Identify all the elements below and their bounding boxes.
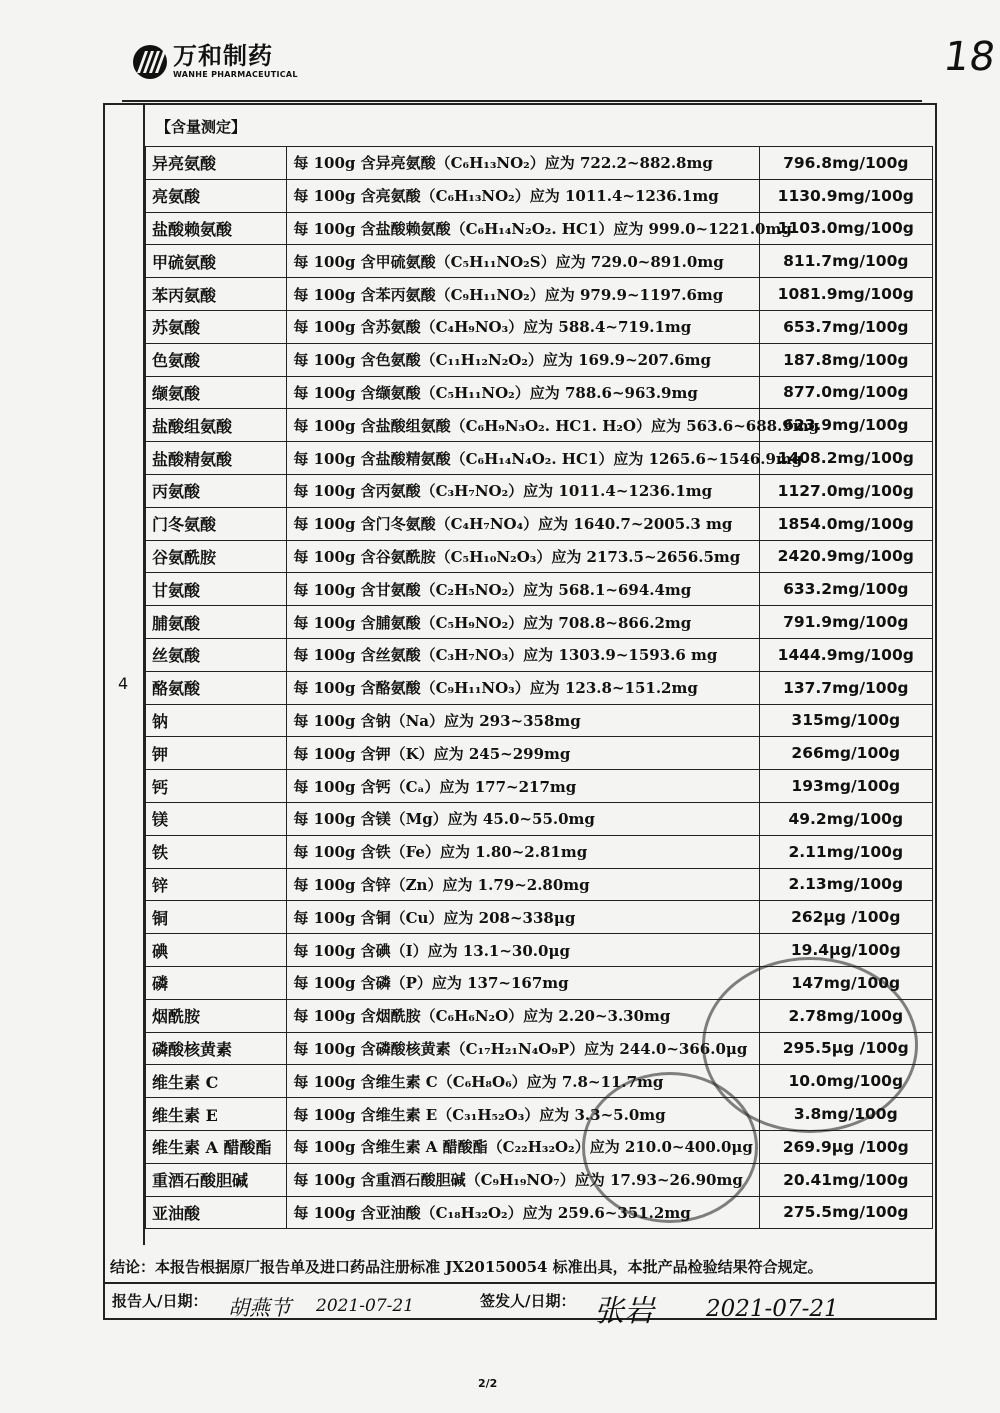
specification-cell: 每 100g 含盐酸组氨酸（C₆H₉N₃O₂. HC1. H₂O）应为 563.6~688.9mg: [287, 409, 759, 442]
item-name-cell: 碘: [146, 934, 287, 967]
item-name-cell: 钙: [146, 770, 287, 803]
item-name-cell: 盐酸组氨酸: [146, 409, 287, 442]
assay-row: [146, 376, 933, 409]
assay-row: [146, 179, 933, 212]
item-name-cell: 异亮氨酸: [146, 147, 287, 180]
conclusion-divider: [103, 1282, 937, 1284]
header-divider: [122, 100, 922, 102]
logo-name-cn: 万和制药: [173, 42, 273, 70]
item-name-cell: 亮氨酸: [146, 179, 287, 212]
result-cell: 2420.9mg/100g: [759, 540, 932, 573]
item-name-cell: 脯氨酸: [146, 606, 287, 639]
specification-cell: 每 100g 含盐酸精氨酸（C₆H₁₄N₄O₂. HC1）应为 1265.6~1546.9mg: [287, 442, 759, 475]
item-name-cell: 亚油酸: [146, 1196, 287, 1229]
specification-cell: 每 100g 含脯氨酸（C₅H₉NO₂）应为 708.8~866.2mg: [287, 606, 759, 639]
specification-cell: 每 100g 含丙氨酸（C₃H₇NO₂）应为 1011.4~1236.1mg: [287, 474, 759, 507]
result-cell: 187.8mg/100g: [759, 343, 932, 376]
item-name-cell: 镁: [146, 802, 287, 835]
assay-row: [146, 442, 933, 475]
specification-cell: 每 100g 含磷酸核黄素（C₁₇H₂₁N₄O₉P）应为 244.0~366.0μg: [287, 1032, 759, 1065]
assay-row: [146, 343, 933, 376]
result-cell: 2.13mg/100g: [759, 868, 932, 901]
item-name-cell: 谷氨酰胺: [146, 540, 287, 573]
item-name-cell: 锌: [146, 868, 287, 901]
specification-cell: 每 100g 含磷（P）应为 137~167mg: [287, 966, 759, 999]
result-cell: 275.5mg/100g: [759, 1196, 932, 1229]
result-cell: 2.78mg/100g: [759, 999, 932, 1032]
specification-cell: 每 100g 含烟酰胺（C₆H₆N₂O）应为 2.20~3.30mg: [287, 999, 759, 1032]
specification-cell: 每 100g 含铁（Fe）应为 1.80~2.81mg: [287, 835, 759, 868]
result-cell: 49.2mg/100g: [759, 802, 932, 835]
assay-row: [146, 901, 933, 934]
assay-row: [146, 147, 933, 180]
item-name-cell: 甲硫氨酸: [146, 245, 287, 278]
assay-row: [146, 868, 933, 901]
assay-row: [146, 507, 933, 540]
item-name-cell: 缬氨酸: [146, 376, 287, 409]
specification-cell: 每 100g 含缬氨酸（C₅H₁₁NO₂）应为 788.6~963.9mg: [287, 376, 759, 409]
specification-cell: 每 100g 含钾（K）应为 245~299mg: [287, 737, 759, 770]
company-logo: [133, 44, 298, 79]
specification-cell: 每 100g 含锌（Zn）应为 1.79~2.80mg: [287, 868, 759, 901]
issuer-label: 签发人/日期：: [480, 1292, 576, 1310]
specification-cell: 每 100g 含镁（Mg）应为 45.0~55.0mg: [287, 802, 759, 835]
result-cell: 633.2mg/100g: [759, 573, 932, 606]
specification-cell: 每 100g 含铜（Cu）应为 208~338μg: [287, 901, 759, 934]
result-cell: 19.4μg/100g: [759, 934, 932, 967]
item-name-cell: 磷酸核黄素: [146, 1032, 287, 1065]
assay-row: [146, 606, 933, 639]
reporter-date: 2021-07-21: [316, 1296, 415, 1316]
result-cell: 791.9mg/100g: [759, 606, 932, 639]
item-name-cell: 丝氨酸: [146, 638, 287, 671]
assay-row: [146, 1130, 933, 1163]
specification-cell: 每 100g 含甲硫氨酸（C₅H₁₁NO₂S）应为 729.0~891.0mg: [287, 245, 759, 278]
item-name-cell: 铜: [146, 901, 287, 934]
specification-cell: 每 100g 含亚油酸（C₁₈H₃₂O₂）应为 259.6~351.2mg: [287, 1196, 759, 1229]
result-cell: 262μg /100g: [759, 901, 932, 934]
logo-mark-icon: [133, 45, 167, 79]
specification-cell: 每 100g 含维生素 A 醋酸酯（C₂₂H₃₂O₂）应为 210.0~400.0μg: [287, 1130, 759, 1163]
specification-cell: 每 100g 含钠（Na）应为 293~358mg: [287, 704, 759, 737]
result-cell: 1127.0mg/100g: [759, 474, 932, 507]
specification-cell: 每 100g 含钙（Cₐ）应为 177~217mg: [287, 770, 759, 803]
assay-row: [146, 310, 933, 343]
result-cell: 623.9mg/100g: [759, 409, 932, 442]
item-name-cell: 钠: [146, 704, 287, 737]
specification-cell: 每 100g 含重酒石酸胆碱（C₉H₁₉NO₇）应为 17.93~26.90mg: [287, 1163, 759, 1196]
specification-cell: 每 100g 含苯丙氨酸（C₉H₁₁NO₂）应为 979.9~1197.6mg: [287, 278, 759, 311]
item-name-cell: 色氨酸: [146, 343, 287, 376]
assay-row: [146, 409, 933, 442]
assay-row: [146, 1196, 933, 1229]
result-cell: 269.9μg /100g: [759, 1130, 932, 1163]
assay-row: [146, 573, 933, 606]
item-name-cell: 维生素 C: [146, 1065, 287, 1098]
result-cell: 653.7mg/100g: [759, 310, 932, 343]
item-name-cell: 铁: [146, 835, 287, 868]
assay-row: [146, 671, 933, 704]
specification-cell: 每 100g 含丝氨酸（C₃H₇NO₃）应为 1303.9~1593.6 mg: [287, 638, 759, 671]
item-name-cell: 维生素 E: [146, 1098, 287, 1131]
issuer-date: 2021-07-21: [706, 1296, 839, 1322]
reporter-signature: 胡燕节: [228, 1296, 291, 1320]
result-cell: 2.11mg/100g: [759, 835, 932, 868]
assay-row: [146, 1163, 933, 1196]
item-name-cell: 盐酸赖氨酸: [146, 212, 287, 245]
item-name-cell: 甘氨酸: [146, 573, 287, 606]
specification-cell: 每 100g 含苏氨酸（C₄H₉NO₃）应为 588.4~719.1mg: [287, 310, 759, 343]
specification-cell: 每 100g 含异亮氨酸（C₆H₁₃NO₂）应为 722.2~882.8mg: [287, 147, 759, 180]
result-cell: 266mg/100g: [759, 737, 932, 770]
item-number: 4: [118, 674, 129, 693]
item-name-cell: 苏氨酸: [146, 310, 287, 343]
result-cell: 295.5μg /100g: [759, 1032, 932, 1065]
result-cell: 1444.9mg/100g: [759, 638, 932, 671]
item-name-cell: 烟酰胺: [146, 999, 287, 1032]
assay-row: [146, 245, 933, 278]
result-cell: 1081.9mg/100g: [759, 278, 932, 311]
specification-cell: 每 100g 含维生素 E（C₃₁H₅₂O₃）应为 3.3~5.0mg: [287, 1098, 759, 1131]
specification-cell: 每 100g 含碘（I）应为 13.1~30.0μg: [287, 934, 759, 967]
item-name-cell: 门冬氨酸: [146, 507, 287, 540]
specification-cell: 每 100g 含亮氨酸（C₆H₁₃NO₂）应为 1011.4~1236.1mg: [287, 179, 759, 212]
result-cell: 1103.0mg/100g: [759, 212, 932, 245]
item-name-cell: 苯丙氨酸: [146, 278, 287, 311]
assay-row: [146, 802, 933, 835]
handwritten-page-mark: 18: [940, 34, 999, 80]
company-seal: [582, 1072, 758, 1223]
result-cell: 1408.2mg/100g: [759, 442, 932, 475]
logo-name-en: WANHE PHARMACEUTICAL: [173, 70, 298, 79]
specification-cell: 每 100g 含酪氨酸（C₉H₁₁NO₃）应为 123.8~151.2mg: [287, 671, 759, 704]
assay-row: [146, 638, 933, 671]
result-cell: 147mg/100g: [759, 966, 932, 999]
result-cell: 796.8mg/100g: [759, 147, 932, 180]
specification-cell: 每 100g 含盐酸赖氨酸（C₆H₁₄N₂O₂. HC1）应为 999.0~1221.0mg: [287, 212, 759, 245]
specification-cell: 每 100g 含谷氨酰胺（C₅H₁₀N₂O₃）应为 2173.5~2656.5mg: [287, 540, 759, 573]
item-name-cell: 重酒石酸胆碱: [146, 1163, 287, 1196]
item-name-cell: 酪氨酸: [146, 671, 287, 704]
result-cell: 1854.0mg/100g: [759, 507, 932, 540]
item-name-cell: 盐酸精氨酸: [146, 442, 287, 475]
result-cell: 315mg/100g: [759, 704, 932, 737]
section-title: 【含量测定】: [156, 118, 247, 136]
result-cell: 3.8mg/100g: [759, 1098, 932, 1131]
assay-row: [146, 737, 933, 770]
issuer-signature: 张岩: [594, 1294, 654, 1329]
conclusion-text: 结论：本报告根据原厂报告单及进口药品注册标准 JX20150054 标准出具，本批产品检验结果符合规定。: [110, 1258, 823, 1276]
result-cell: 193mg/100g: [759, 770, 932, 803]
result-cell: 1130.9mg/100g: [759, 179, 932, 212]
specification-cell: 每 100g 含维生素 C（C₆H₈O₆）应为 7.8~11.7mg: [287, 1065, 759, 1098]
assay-row: [146, 770, 933, 803]
assay-row: [146, 835, 933, 868]
page-number: 2/2: [478, 1377, 498, 1390]
item-name-cell: 丙氨酸: [146, 474, 287, 507]
assay-row: [146, 474, 933, 507]
specification-cell: 每 100g 含色氨酸（C₁₁H₁₂N₂O₂）应为 169.9~207.6mg: [287, 343, 759, 376]
item-name-cell: 钾: [146, 737, 287, 770]
result-cell: 10.0mg/100g: [759, 1065, 932, 1098]
result-cell: 20.41mg/100g: [759, 1163, 932, 1196]
assay-row: [146, 278, 933, 311]
item-name-cell: 维生素 A 醋酸酯: [146, 1130, 287, 1163]
reporter-label: 报告人/日期：: [112, 1292, 208, 1310]
assay-row: [146, 704, 933, 737]
result-cell: 877.0mg/100g: [759, 376, 932, 409]
logo-text: [173, 44, 298, 79]
specification-cell: 每 100g 含甘氨酸（C₂H₅NO₂）应为 568.1~694.4mg: [287, 573, 759, 606]
assay-row: [146, 540, 933, 573]
result-cell: 137.7mg/100g: [759, 671, 932, 704]
result-cell: 811.7mg/100g: [759, 245, 932, 278]
assay-row: [146, 212, 933, 245]
item-name-cell: 磷: [146, 966, 287, 999]
specification-cell: 每 100g 含门冬氨酸（C₄H₇NO₄）应为 1640.7~2005.3 mg: [287, 507, 759, 540]
